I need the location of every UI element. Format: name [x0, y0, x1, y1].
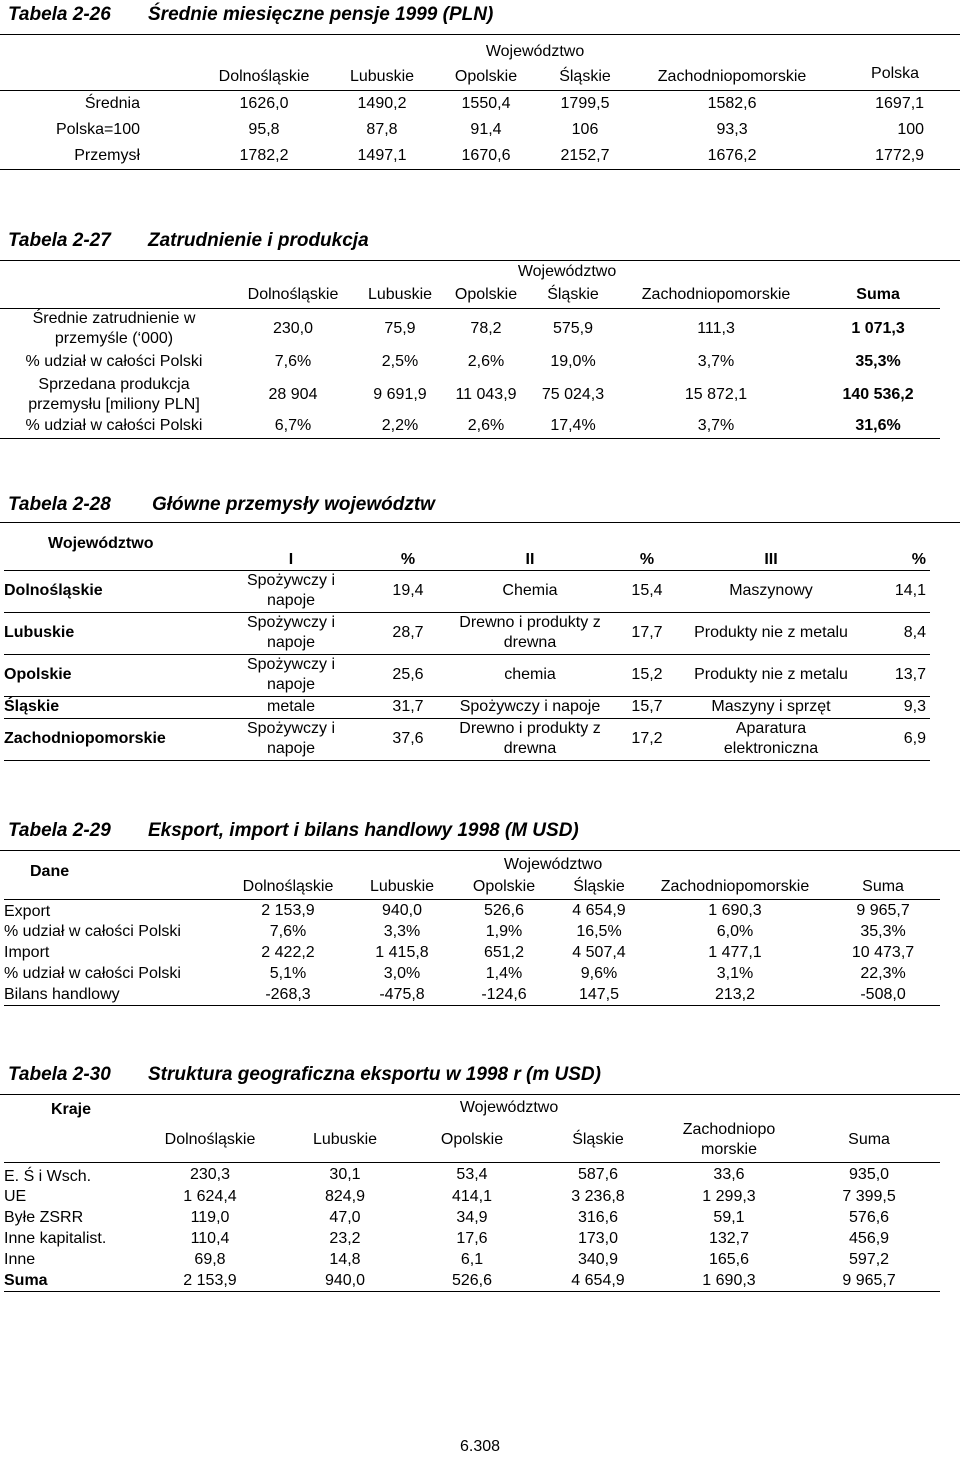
table-row: Zachodniopomorskie Spożywczy i napoje 37,6 Drewno i produkty z drewna 17,2 Aparatura elektroniczna 6,9: [4, 718, 930, 760]
table-2-28-title-bar: [0, 490, 960, 523]
table-row: Export 2 153,9 940,0 526,6 4 654,9 1 690,3 9 965,7: [4, 901, 910, 920]
table-2-30: Kraje Województwo Dolnośląskie Lubuskie Opolskie Śląskie Zachodniopo morskie Suma E. Ś i Wsch. 230,3 30,1 53,4 587,6 33,6 935,0 UE 1 624,4 824,9 414,1 3 236,8 1 299,3 7 399,5 Byłe ZSRR 119,0 47,0 34,9 316,6 59,1 576,6 Inne kapitalist. 110,4 23,2 17,6 173,0 132,7 456,9 Inne 69,8 14,8 6,1 340,9 165,6 597,2 Suma 2 153,9 940,0 526,6 4 654,9 1 690,3 9 965,7: [4, 1098, 940, 1292]
t26-col: Dolnośląskie: [200, 64, 328, 90]
table-2-27-title: Zatrudnienie i produkcja: [148, 230, 369, 251]
table-row: Lubuskie Spożywczy i napoje 28,7 Drewno i produkty z drewna 17,7 Produkty nie z metalu 8,4: [4, 612, 930, 654]
table-row: Śląskie metale 31,7 Spożywczy i napoje 15,7 Maszyny i sprzęt 9,3: [4, 696, 930, 718]
table-2-30-section: [0, 1060, 960, 1289]
table-row: Inne kapitalist. 110,4 23,2 17,6 173,0 132,7 456,9: [4, 1230, 890, 1247]
t26-col: Lubuskie: [328, 64, 436, 90]
table-row: UE 1 624,4 824,9 414,1 3 236,8 1 299,3 7 399,5: [4, 1188, 896, 1205]
t26-col: Zachodniopomorskie: [634, 64, 830, 90]
table-2-28-title: Główne przemysły województw: [152, 494, 435, 515]
table-row: Suma 2 153,9 940,0 526,6 4 654,9 1 690,3 9 965,7: [4, 1271, 940, 1292]
t26-group-header: Województwo: [485, 43, 585, 60]
table-2-27-section: [0, 226, 960, 435]
table-row: Polska=100 95,8 87,8 91,4 106 93,3 100: [55, 121, 925, 138]
table-row: Opolskie Spożywczy i napoje 25,6 chemia 15,2 Produkty nie z metalu 13,7: [4, 654, 930, 696]
table-2-29-section: [0, 816, 960, 1003]
table-2-29-number: Tabela 2-29: [8, 820, 111, 841]
table-row: % udział w całości Polski 6,7% 2,2% 2,6% 17,4% 3,7% 31,6%: [0, 415, 940, 439]
table-row: Inne 69,8 14,8 6,1 340,9 165,6 597,2: [4, 1251, 890, 1268]
t29-group-header: Województwo: [503, 855, 603, 873]
t26-total-header: Polska: [830, 64, 960, 90]
table-2-27: Województwo Dolnośląskie Lubuskie Opolskie Śląskie Zachodniopomorskie Suma Średnie zatrudnienie w przemyśle (‘000) 230,0 75,9 78,2 575,9 111,3 1 071,3 % udział w całości Polski 7,6% 2,5% 2,6% 19,0% 3,7% 35,3% Sprzedana produkcja przemysłu [miliony PLN] 28 904 9 691,9 11 043,9 75 024,3 15 872,1 140 536,2 % udział w całości Polski 6,7% 2,2% 2,6% 17,4% 3,7% 31,6%: [0, 262, 940, 439]
table-row: Średnie zatrudnienie w przemyśle (‘000) 230,0 75,9 78,2 575,9 111,3 1 071,3: [32, 309, 905, 347]
page-number: 6.308: [459, 1438, 501, 1455]
table-row: % udział w całości Polski 5,1% 3,0% 1,4% 9,6% 3,1% 22,3%: [4, 965, 906, 982]
t28-corner: Województwo: [4, 534, 214, 570]
table-row: Import 2 422,2 1 415,8 651,2 4 507,4 1 477,1 10 473,7: [4, 944, 915, 961]
t30-corner: Kraje: [4, 1098, 138, 1162]
table-2-30-title: Struktura geograficzna eksportu w 1998 r (m USD): [148, 1064, 601, 1085]
table-row: Byłe ZSRR 119,0 47,0 34,9 316,6 59,1 576,6: [4, 1209, 890, 1226]
table-row: % udział w całości Polski 7,6% 3,3% 1,9% 16,5% 6,0% 35,3%: [4, 923, 906, 940]
table-row: Dolnośląskie Spożywczy i napoje 19,4 Chemia 15,4 Maszynowy 14,1: [4, 570, 930, 612]
table-2-30-number: Tabela 2-30: [8, 1064, 111, 1085]
t27-group-header: Województwo: [517, 263, 617, 280]
table-2-26: [0, 40, 960, 170]
table-2-26-title: Średnie miesięczne pensje 1999 (PLN): [148, 4, 494, 25]
t26-col: Śląskie: [536, 64, 634, 90]
table-row: Sprzedana produkcja przemysłu [miliony PLN] 28 904 9 691,9 11 043,9 75 024,3 15 872,1 140 536,2: [28, 375, 914, 413]
table-2-29-title-bar: [0, 816, 960, 851]
table-row: Bilans handlowy -268,3 -475,8 -124,6 147,5 213,2 -508,0: [4, 985, 940, 1006]
t29-corner: Dane: [4, 854, 226, 899]
table-2-29: Dane Województwo Dolnośląskie Lubuskie Opolskie Śląskie Zachodniopomorskie Suma Export 2 153,9 940,0 526,6 4 654,9 1 690,3 9 965,7 % udział w całości Polski 7,6% 3,3% 1,9% 16,5% 6,0% 35,3% Import 2 422,2 1 415,8 651,2 4 507,4 1 477,1 10 473,7 % udział w całości Polski 5,1% 3,0% 1,4% 9,6% 3,1% 22,3% Bilans handlowy -268,3 -475,8 -124,6 147,5 213,2 -508,0: [4, 854, 940, 1006]
table-2-26-section: [0, 0, 960, 164]
table-2-28-number: Tabela 2-28: [8, 494, 111, 515]
table-2-28-section: [0, 490, 960, 757]
table-row: % udział w całości Polski 7,6% 2,5% 2,6% 19,0% 3,7% 35,3%: [25, 352, 901, 370]
t30-group-header: Województwo: [459, 1099, 559, 1116]
table-2-26-title-bar: [0, 0, 960, 35]
table-2-27-title-bar: [0, 226, 960, 261]
table-row: E. Ś i Wsch. 230,3 30,1 53,4 587,6 33,6 935,0: [4, 1165, 890, 1185]
table-row: Przemysł 1782,2 1497,1 1670,6 2152,7 1676,2 1772,9: [0, 143, 960, 169]
table-2-30-title-bar: [0, 1060, 960, 1095]
table-2-28: Województwo I % II % III % Dolnośląskie Spożywczy i napoje 19,4 Chemia 15,4 Maszynowy 14,1 Lubuskie Spożywczy i napoje 28,7 Drewno i produkty z drewna 17,7 Produkty nie z metalu 8,4 Opolskie Spożywczy i napoje 25,6 chemia 15,2 Produkty nie z metalu 13,7 Śląskie metale 31,7 Spożywczy i napoje 15,7 Maszyny i sprzęt 9,3 Zachodniopomorskie Spożywczy i napoje 37,6 Drewno i produkty z drewna 17,2 Aparatura elektroniczna 6,9: [4, 534, 930, 761]
t26-col: Opolskie: [436, 64, 536, 90]
table-2-27-number: Tabela 2-27: [8, 230, 111, 251]
table-2-29-title: Eksport, import i bilans handlowy 1998 (M USD): [148, 820, 579, 841]
table-row: Średnia 1626,0 1490,2 1550,4 1799,5 1582,6 1697,1: [84, 94, 925, 112]
table-2-26-number: Tabela 2-26: [8, 4, 111, 25]
